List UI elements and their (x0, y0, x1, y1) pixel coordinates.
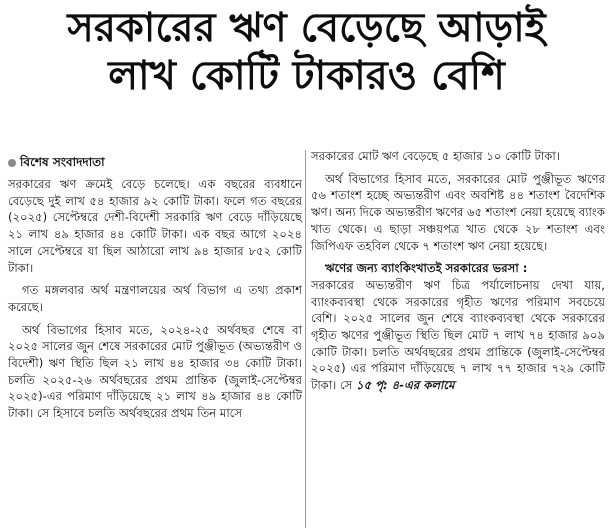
subheading: ঋণের জন্য ব্যাংকিংখাতই সরকারের ভরসা : (325, 261, 528, 276)
paragraph: অর্থ বিভাগের হিসাব মতে, সরকারের মোট পুঞ্জীভূত ঋণের ৫৬ শতাংশ হচ্ছে অভ্যন্তরীণ এবং অবশিষ্ট ৪৪ শতাংশ বৈদেশিক ঋণ। অন্য দিকে অভ্যন্তরীণ ঋণের ৬৫ শতাংশ নেয়া হয়েছে ব্যাংক খাত থেকে। এ ছাড়া সঞ্চয়পত্র খাত থেকে ২৮ শতাংশ এবং জিপিএফ তহবিল থেকে ৭ শতাংশ ঋণ নেয়া হয়েছে। (311, 171, 605, 253)
continued-reference: ১৫ পৃ: ৪-এর কলামে (356, 378, 455, 393)
bullet-icon (8, 159, 16, 167)
paragraph: সরকারের ঋণ ক্রমেই বেড়ে চলেছে। এক বছরের ব্যবধানে বেড়েছে দুই লাখ ৫৪ হাজার ৯২ কোটি টাকা। ফলে গত বছরের (২০২৫) সেপ্টেম্বরে দেশী-বিদেশী সরকারি ঋণ বেড়ে দাঁড়িয়েছে ২১ লাখ ৪৯ হাজার ৪৪ কোটি টাকা। এক বছর আগে ২০২৪ সালে সেপ্টেম্বরে যা ছিল আঠারো লাখ ৯৪ হাজার ৮৫২ কোটি টাকা। (8, 177, 302, 275)
paragraph: অর্থ বিভাগের হিসাব মতে, ২০২৪-২৫ অর্থবছর শেষে বা ২০২৫ সালের জুন শেষে সরকারের মোট পুঞ্জীভূত (অভ্যন্তরীণ ও বিদেশী) ঋণ স্থিতি ছিল ২১ লাখ ৪৪ হাজার ৩৪ কোটি টাকা। চলতি ২০২৫-২৬ অর্থবছরের প্রথম প্রান্তিক (জুলাই-সেপ্টেম্বর ২০২৫)-এর পরিমাণ দাঁড়িয়েছে ২১ লাখ ৪৯ হাজার ৪৪ কোটি টাকা। সে হিসাবে চলতি অর্থবছরের প্রথম তিন মাসে (8, 322, 302, 421)
byline-text: বিশেষ সংবাদদাতা (20, 155, 105, 169)
headline-line-2: লাখ কোটি টাকারও বেশি (108, 53, 505, 99)
paragraph (311, 277, 605, 394)
column-divider (305, 150, 306, 528)
byline (8, 154, 303, 170)
paragraph-text: সরকারের অভ্যন্তরীণ ঋণ চিত্র পর্যালোচনায় দেখা যায়, ব্যাংকব্যবস্থা থেকে সরকারের গৃহীত ঋণের পরিমাণ সবচেয়ে বেশি। ২০২৫ সালের জুন শেষে ব্যাংকব্যবস্থা থেকে সরকারের গৃহীত ঋণের পুঞ্জীভূত স্থিতি ছিল মোট ৭ লাখ ৭৪ হাজার ৯০৯ কোটি টাকা। চলতি অর্থবছরের প্রথম প্রান্তিকে (জুলাই-সেপ্টেম্বর ২০২৫) এর পরিমাণ দাঁড়িয়েছে ৭ লাখ ৭৭ হাজার ৭২৯ কোটি টাকা। সে (311, 277, 605, 393)
right-column (311, 148, 605, 394)
paragraph: গত মঙ্গলবার অর্থ মন্ত্রণালয়ের অর্থ বিভাগ এ তথ্য প্রকাশ করেছে। (8, 283, 302, 314)
left-column (8, 176, 302, 422)
headline-line-1: সরকারের ঋণ বেড়েছে আড়াই (67, 5, 546, 51)
headline (0, 4, 613, 100)
paragraph: সরকারের মোট ঋণ বেড়েছে ৫ হাজার ১০ কোটি টাকা। (311, 149, 560, 163)
